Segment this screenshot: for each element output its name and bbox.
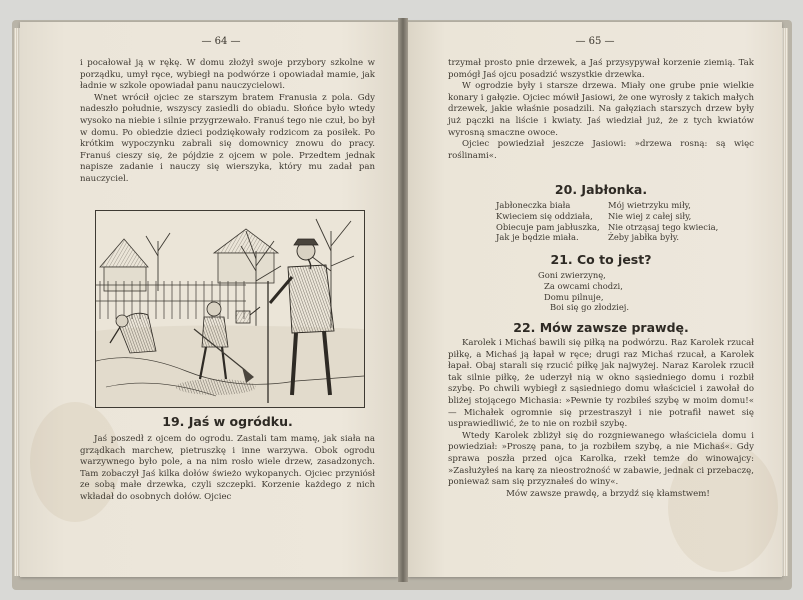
poem-line: Boi się go złodziej.: [550, 302, 630, 313]
dug-hole: [176, 379, 256, 395]
top-text-block: [80, 58, 375, 186]
poem-line: Nie otrząsaj tego kwiecia,: [608, 221, 719, 232]
riddle-stanza: [538, 270, 629, 313]
garden-illustration: [95, 210, 365, 408]
poem-line: Żeby jabłka były.: [608, 232, 680, 243]
paragraph: i pocałował ją w rękę. W domu złożył swoje przybory szkolne w porządku, umył ręce, wybiegł na podwórze i opowiadał mamie, jak ładnie w szkole opowiadał panu nauczycielowi.: [80, 58, 375, 92]
paragraph: W ogrodzie były i starsze drzewa. Miały one grube pnie wielkie konary i gałęzie. Ojciec mówił Jasiowi, że one wyrosły z takich małych drzewek, jakie właśnie posadzili. Na gałęziach starszych drzew były już pączki na liście i kwiaty. Jaś wiedział już, że z tych kwiatów wyrosną smaczne owoce.: [448, 81, 754, 138]
paragraph: Karolek i Michaś bawili się piłką na podwórzu. Raz Karolek rzucał piłkę, a Michaś ją łapał w ręce; drugi raz Michaś rzucał, a Karolek łapał. Obaj starali się rzucić piłkę jak najwyżej. Naraz Karolek rzucił tak silnie piłkę, że uderzył nią w okno sąsiedniego domu i rozbił szybę. Po chwili wybiegł z sąsiedniego domu właściciel i zawołał do bliżej stojącego Michasia: »Pewnie ty rozbiłeś szybę w moim domu!« — Michałek ogromnie się przestraszył i nie potrafił nawet się usprawiedliwić, że to nie on rozbił szybę.: [448, 338, 754, 430]
poem-line: Jabłoneczka biała: [496, 200, 571, 210]
paragraph: trzymał prosto pnie drzewek, a Jaś przysypywał korzenie ziemią. Tak pomógł Jaś ojcu posadzić wszystkie drzewka.: [448, 58, 754, 80]
left-page: [20, 22, 398, 577]
poem-line: Mój wietrzyku miły,: [608, 200, 691, 210]
top-text-block: [448, 58, 754, 162]
page-number: — 64 —: [201, 36, 241, 47]
page-number: — 65 —: [575, 36, 615, 47]
story-text-block: [448, 338, 754, 500]
poem-line: Obiecuje pam jabłuszka,: [496, 221, 600, 232]
poem-line: Kwieciem się oddziała,: [496, 210, 593, 221]
poem1-right-stanza: [608, 200, 718, 243]
poem-line: Goni zwierzynę,: [538, 270, 606, 280]
poem1-title: 20. Jabłonka.: [554, 182, 648, 197]
poem-line: Za owcami chodzi,: [544, 280, 623, 291]
story-title: 22. Mów zawsze prawdę.: [513, 320, 689, 335]
engraving-svg: [96, 211, 364, 407]
paragraph: Ojciec powiedział jeszcze Jasiowi: »drzewa rosną: są więc roślinami«.: [448, 139, 754, 161]
bottom-paragraph: Jaś poszedł z ojcem do ogrodu. Zastali tam mamę, jak siała na grządkach marchew, pietruszkę i inne warzywa. Obok ogrodu warzywnego było pole, a na nim rosło wiele drzew, zasadzonych. Tam zobaczył Jaś kilka dołów świeżo wykopanych. Ojciec przyniósł ze sobą małe drzewka, czyli szczepki. Korzenie każdego z nich wkładał do osobnych dołów. Ojciec: [80, 434, 375, 502]
poem1-left-stanza: [496, 200, 600, 243]
chapter-title: 19. Jaś w ogródku.: [162, 414, 293, 429]
poem-line: Jak je będzie miała.: [496, 232, 579, 243]
right-page: [408, 22, 782, 577]
poem2-title: 21. Co to jest?: [550, 252, 652, 267]
poem-line: Domu pilnuje,: [544, 291, 604, 302]
poem-line: Nie wiej z całej siły,: [608, 210, 692, 221]
paragraph: Wtedy Karolek zbliżył się do rozgniewanego właściciela domu i powiedział: »Proszę pana, to ja rozbiłem szybę, a nie Michaś«. Gdy sprawa poszła przed ojca Karolka, rzekł temże do winowajcy: »Zasłużyłeś na karę za nieostrożność w zabawie, jednak ci przebaczę, ponieważ sam się przyznałeś do winy«.: [448, 430, 754, 488]
closing-line: Mów zawsze prawdę, a brzydź się kłamstwem!: [506, 488, 710, 499]
book-spine-gutter: [398, 18, 408, 582]
paragraph: Wnet wrócił ojciec ze starszym bratem Franusia z pola. Gdy nadeszło południe, wszyscy zasiedli do obiadu. Słońce było wtedy wysoko na niebie i silnie przygrzewało. Franuś tego nie czuł, bo był w domu. Po obiedzie dzieci podziękowały rodzicom za posiłek. Po krótkim wypoczynku zabrali się domownicy znowu do pracy. Franuś cieszy się, że pójdzie z ojcem w pole. Przedtem jednak napisze zadanie i nauczy się wierszyka, który mu zadał pan nauczyciel.: [80, 92, 375, 184]
